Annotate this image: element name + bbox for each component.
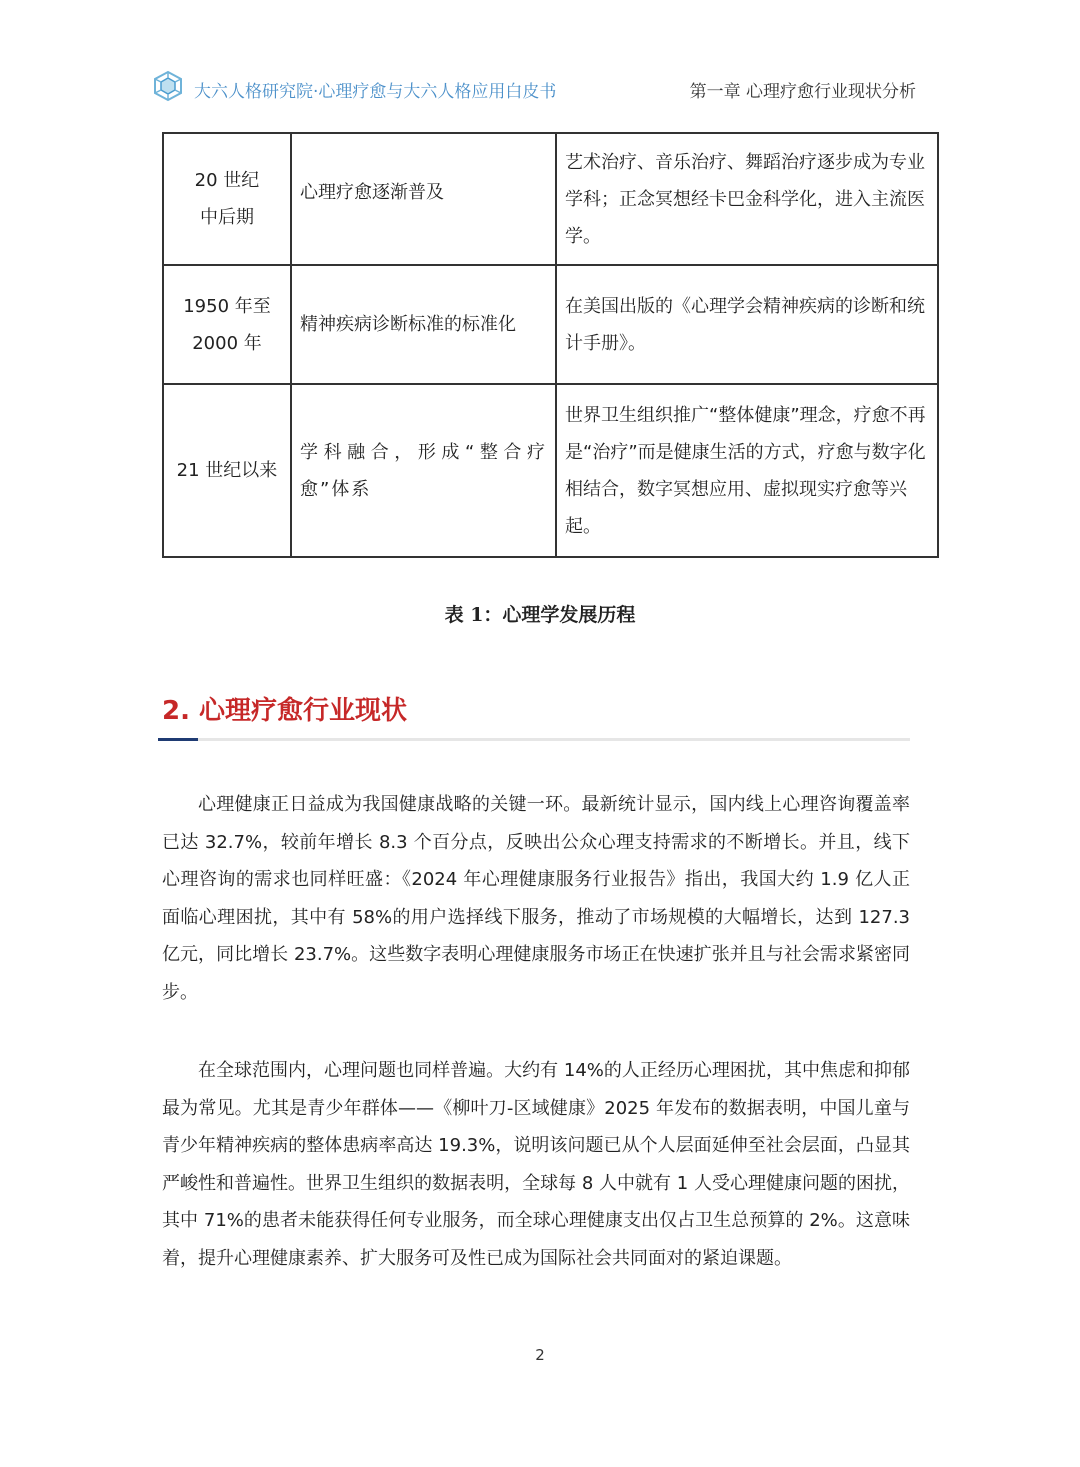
table-cell-description: 世界卫生组织推广“整体健康”理念，疗愈不再是“治疗”而是健康生活的方式，疗愈与数字化相结合，数字冥想应用、虚拟现实疗愈等兴起。 [556, 384, 938, 557]
body-paragraph: 心理健康正日益成为我国健康战略的关键一环。最新统计显示，国内线上心理咨询覆盖率已达 32.7%，较前年增长 8.3 个百分点，反映出公众心理支持需求的不断增长。并且，线下心理咨询的需求也同样旺盛：《2024 年心理健康服务行业报告》指出，我国大约 1.9 亿人正面临心理困扰，其中有 58%的用户选择线下服务，推动了市场规模的大幅增长，达到 127.3 亿元，同比增长 23.7%。这些数字表明心理健康服务市场正在快速扩张并且与社会需求紧密同步。 [162, 794, 910, 1003]
table-cell-description: 在美国出版的《心理学会精神疾病的诊断和统计手册》。 [556, 265, 938, 384]
page-header [152, 68, 916, 112]
section-divider-accent [158, 738, 198, 741]
table-cell-period [163, 265, 291, 384]
header-chapter-title: 第一章 心理疗愈行业现状分析 [689, 82, 916, 102]
table-caption: 表 1：心理学发展历程 [444, 604, 636, 626]
table-cell-period [163, 384, 291, 557]
table-row [163, 384, 938, 557]
section-heading: 2. 心理疗愈行业现状 [162, 696, 408, 726]
period-line: 1950 年至 [183, 295, 271, 317]
period-line: 20 世纪 [194, 170, 260, 191]
period-line: 中后期 [200, 207, 254, 228]
table-cell-event: 学科融合，形成“整合疗愈”体系 [291, 384, 556, 557]
table-cell-period [163, 133, 291, 265]
table-row [163, 133, 938, 265]
period-line: 21 世纪以来 [176, 460, 278, 481]
table-cell-event: 心理疗愈逐渐普及 [291, 133, 556, 265]
body-paragraph: 在全球范围内，心理问题也同样普遍。大约有 14%的人正经历心理困扰，其中焦虑和抑郁最为常见。尤其是青少年群体——《柳叶刀-区域健康》2025 年发布的数据表明，中国儿童与青少年精神疾病的整体患病率高达 19.3%，说明该问题已从个人层面延伸至社会层面，凸显其严峻性和普遍性。世界卫生组织的数据表明，全球每 8 人中就有 1 人受心理健康问题的困扰，其中 71%的患者未能获得任何专业服务，而全球心理健康支出仅占卫生总预算的 2%。这意味着，提升心理健康素养、扩大服务可及性已成为国际社会共同面对的紧迫课题。 [162, 1060, 910, 1269]
table-row [163, 265, 938, 384]
page-number: 2 [535, 1346, 545, 1364]
section-divider [158, 738, 910, 741]
table-cell-event: 精神疾病诊断标准的标准化 [291, 265, 556, 384]
table-cell-description: 艺术治疗、音乐治疗、舞蹈治疗逐步成为专业学科；正念冥想经卡巴金科学化，进入主流医学。 [556, 133, 938, 265]
header-org-title: 大六人格研究院·心理疗愈与大六人格应用白皮书 [194, 82, 557, 102]
period-line: 2000 年 [192, 332, 262, 354]
history-table [162, 132, 939, 558]
hexagon-cube-icon [152, 70, 184, 102]
